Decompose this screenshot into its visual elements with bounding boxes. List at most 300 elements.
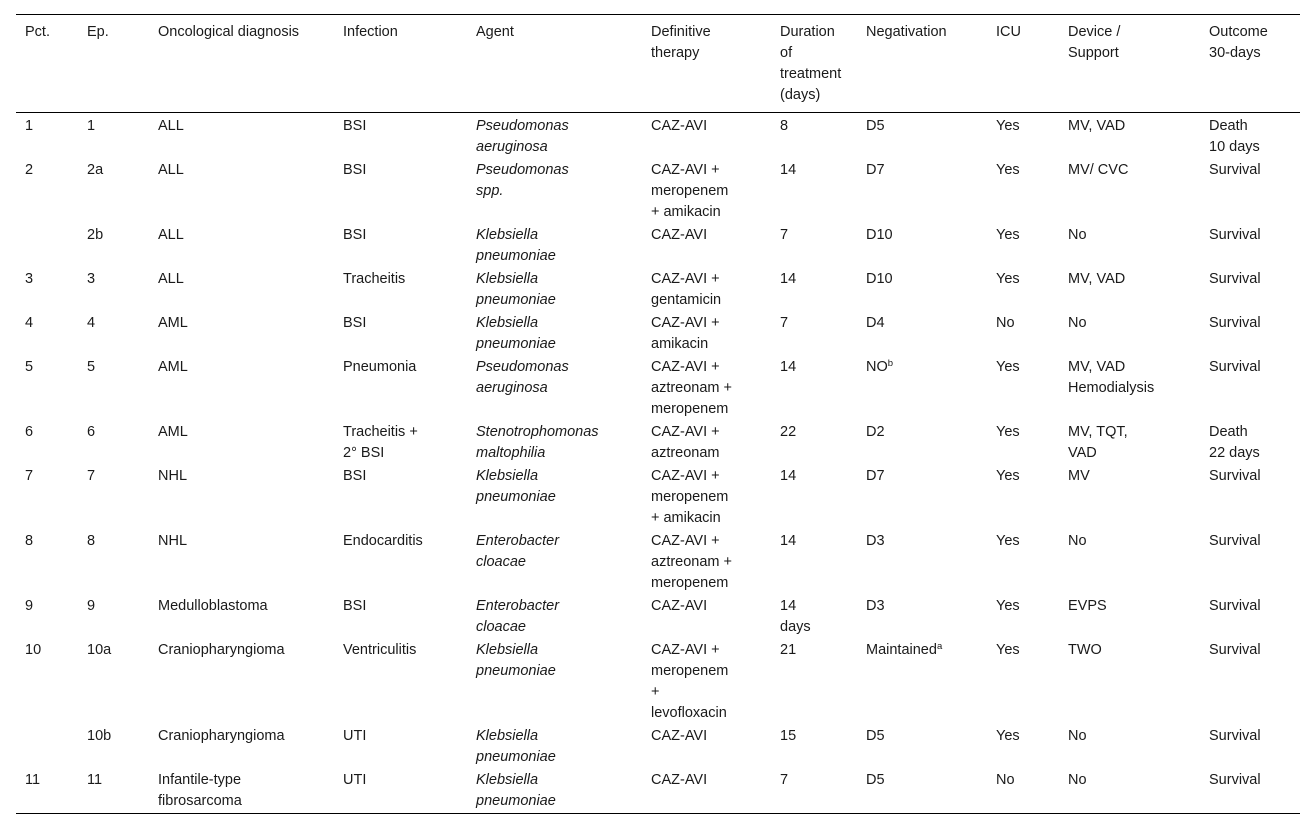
cell-line: cloacae	[476, 554, 526, 570]
cell-line: Medulloblastoma	[158, 598, 268, 614]
cell-line: Survival	[1209, 642, 1261, 658]
cell-therapy	[642, 159, 771, 224]
cell-device	[1059, 465, 1200, 530]
table-row	[16, 725, 1300, 769]
cell-line: CAZ-AVI +	[651, 271, 720, 287]
cell-icu: Yes	[996, 424, 1020, 440]
cell-ep: 9	[87, 598, 96, 614]
cell-diagnosis	[149, 356, 334, 421]
negativation-value: D10	[866, 271, 893, 287]
cell-device	[1059, 312, 1200, 356]
cell-duration	[771, 356, 857, 421]
cell-pct: 5	[25, 359, 34, 375]
cell-line: UTI	[343, 728, 367, 744]
cell-duration	[771, 312, 857, 356]
cell-ep: 2b	[87, 227, 104, 243]
table-row	[16, 639, 1300, 725]
header-device	[1059, 15, 1200, 113]
cell-line: treatment	[780, 66, 842, 82]
cell-device	[1059, 595, 1200, 639]
cell-line: 22	[780, 424, 797, 440]
footnote-marker: b	[887, 358, 894, 369]
negativation-value: NO	[866, 359, 888, 375]
cell-line: 10 days	[1209, 139, 1260, 155]
cell-ep: 1	[87, 118, 96, 134]
cell-device	[1059, 268, 1200, 312]
cell-therapy	[642, 769, 771, 814]
cell-icu: Yes	[996, 598, 1020, 614]
cell-line: 8	[780, 118, 789, 134]
cell-negativation	[857, 159, 987, 224]
cell-diagnosis	[149, 113, 334, 160]
negativation-value: D3	[866, 533, 885, 549]
cell-device	[1059, 421, 1200, 465]
cell-line: Klebsiella	[476, 271, 539, 287]
cell-therapy	[642, 312, 771, 356]
cell-line: Klebsiella	[476, 642, 539, 658]
cell-line: Support	[1068, 45, 1119, 61]
cell-negativation	[857, 725, 987, 769]
cell-line: 15	[780, 728, 797, 744]
cell-agent	[467, 268, 642, 312]
cell-line: Survival	[1209, 271, 1261, 287]
cell-icu: Yes	[996, 359, 1020, 375]
cell-line: Survival	[1209, 315, 1261, 331]
cell-line: BSI	[343, 598, 367, 614]
cell-infection	[334, 595, 467, 639]
cell-line: CAZ-AVI +	[651, 359, 720, 375]
cell-line: MV, VAD	[1068, 359, 1126, 375]
cell-negativation	[857, 224, 987, 268]
cell-line: CAZ-AVI +	[651, 424, 720, 440]
cell-line: CAZ-AVI	[651, 598, 708, 614]
cell-line: Tracheitis +	[343, 424, 418, 440]
cell-therapy	[642, 356, 771, 421]
cell-line: CAZ-AVI	[651, 728, 708, 744]
cell-agent	[467, 356, 642, 421]
cell-therapy	[642, 268, 771, 312]
cell-line: Pseudomonas	[476, 359, 569, 375]
cell-line: Klebsiella	[476, 468, 539, 484]
cell-line: No	[1068, 728, 1087, 744]
cell-duration	[771, 639, 857, 725]
cell-infection	[334, 421, 467, 465]
cell-outcome	[1200, 312, 1300, 356]
cell-outcome	[1200, 725, 1300, 769]
cell-duration	[771, 113, 857, 160]
cell-line: MV	[1068, 468, 1090, 484]
cell-line: Duration	[780, 24, 835, 40]
cell-negativation	[857, 312, 987, 356]
negativation-value: D7	[866, 162, 885, 178]
cell-outcome	[1200, 356, 1300, 421]
cell-line: BSI	[343, 315, 367, 331]
cell-diagnosis	[149, 159, 334, 224]
cell-line: 22 days	[1209, 445, 1260, 461]
negativation-value: D5	[866, 728, 885, 744]
cell-infection	[334, 224, 467, 268]
cell-line: Pneumonia	[343, 359, 417, 375]
cell-icu: Yes	[996, 118, 1020, 134]
table-row	[16, 769, 1300, 814]
cell-line: Enterobacter	[476, 533, 560, 549]
cell-infection	[334, 725, 467, 769]
cell-ep: 2a	[87, 162, 104, 178]
cell-line: No	[1068, 772, 1087, 788]
cell-line: fibrosarcoma	[158, 793, 242, 809]
cell-line: ALL	[158, 162, 184, 178]
cell-line: Hemodialysis	[1068, 380, 1155, 396]
cell-agent	[467, 159, 642, 224]
cell-line: Klebsiella	[476, 315, 539, 331]
cell-diagnosis	[149, 224, 334, 268]
cell-line: CAZ-AVI	[651, 118, 708, 134]
table-header	[16, 15, 1300, 113]
cell-infection	[334, 639, 467, 725]
header-pct: Pct.	[25, 24, 50, 40]
cell-line: EVPS	[1068, 598, 1107, 614]
cell-line: 14	[780, 359, 797, 375]
cell-duration	[771, 465, 857, 530]
cell-pct: 7	[25, 468, 34, 484]
cell-outcome	[1200, 268, 1300, 312]
cell-line: 14	[780, 598, 797, 614]
cell-line: Outcome	[1209, 24, 1268, 40]
cell-line: pneumoniae	[476, 292, 556, 308]
cell-line: No	[1068, 227, 1087, 243]
cell-line: Death	[1209, 118, 1248, 134]
cell-line: meropenem	[651, 401, 729, 417]
cell-line: cloacae	[476, 619, 526, 635]
cell-outcome	[1200, 224, 1300, 268]
header-therapy	[642, 15, 771, 113]
cell-pct	[16, 725, 78, 769]
header-diagnosis: Oncological diagnosis	[158, 24, 300, 40]
negativation-value: D5	[866, 772, 885, 788]
cell-diagnosis	[149, 465, 334, 530]
cell-line: Device /	[1068, 24, 1121, 40]
cell-line: No	[1068, 315, 1087, 331]
cell-line: MV, TQT,	[1068, 424, 1128, 440]
cell-line: gentamicin	[651, 292, 722, 308]
cell-line: Survival	[1209, 772, 1261, 788]
cell-therapy	[642, 725, 771, 769]
cell-line: meropenem	[651, 183, 729, 199]
negativation-value: D7	[866, 468, 885, 484]
cell-duration	[771, 595, 857, 639]
cell-duration	[771, 769, 857, 814]
cell-line: Survival	[1209, 227, 1261, 243]
cell-line: +	[651, 684, 660, 700]
cell-line: CAZ-AVI +	[651, 533, 720, 549]
cell-line: TWO	[1068, 642, 1102, 658]
cell-line: BSI	[343, 118, 367, 134]
cell-line: aeruginosa	[476, 139, 548, 155]
cell-line: Survival	[1209, 162, 1261, 178]
cell-negativation	[857, 113, 987, 160]
cell-line: NHL	[158, 468, 188, 484]
cell-line: BSI	[343, 227, 367, 243]
cell-agent	[467, 312, 642, 356]
cell-infection	[334, 769, 467, 814]
cell-line: No	[1068, 533, 1087, 549]
cell-line: AML	[158, 359, 188, 375]
cell-line: CAZ-AVI +	[651, 315, 720, 331]
header-negativation: Negativation	[866, 24, 947, 40]
cell-line: pneumoniae	[476, 663, 556, 679]
table-row	[16, 224, 1300, 268]
cell-line: pneumoniae	[476, 793, 556, 809]
cell-ep: 8	[87, 533, 96, 549]
cell-line: pneumoniae	[476, 248, 556, 264]
cell-line: Pseudomonas	[476, 162, 569, 178]
cell-line: MV, VAD	[1068, 118, 1126, 134]
cell-diagnosis	[149, 268, 334, 312]
cell-device	[1059, 113, 1200, 160]
cell-ep: 3	[87, 271, 96, 287]
cell-duration	[771, 725, 857, 769]
cell-line: VAD	[1068, 445, 1097, 461]
cell-infection	[334, 356, 467, 421]
cell-pct: 11	[25, 772, 41, 788]
cell-negativation	[857, 530, 987, 595]
cell-line: 7	[780, 315, 789, 331]
cell-agent	[467, 725, 642, 769]
cell-negativation	[857, 421, 987, 465]
cell-icu: Yes	[996, 162, 1020, 178]
cell-icu: Yes	[996, 728, 1020, 744]
cell-diagnosis	[149, 595, 334, 639]
cell-diagnosis	[149, 769, 334, 814]
cell-agent	[467, 465, 642, 530]
header-icu: ICU	[996, 24, 1021, 40]
cell-diagnosis	[149, 421, 334, 465]
table-body	[16, 113, 1300, 814]
table-row	[16, 421, 1300, 465]
cell-agent	[467, 421, 642, 465]
cell-therapy	[642, 421, 771, 465]
cell-line: Tracheitis	[343, 271, 406, 287]
cell-line: MV, VAD	[1068, 271, 1126, 287]
cell-line: Stenotrophomonas	[476, 424, 599, 440]
cell-line: Survival	[1209, 468, 1261, 484]
cell-line: amikacin	[651, 336, 709, 352]
cell-ep: 7	[87, 468, 96, 484]
cell-line: Survival	[1209, 533, 1261, 549]
cell-line: 14	[780, 271, 797, 287]
negativation-value: D5	[866, 118, 885, 134]
cell-line: spp.	[476, 183, 504, 199]
cell-therapy	[642, 113, 771, 160]
cell-line: (days)	[780, 87, 821, 103]
cell-line: CAZ-AVI	[651, 227, 708, 243]
footnote-marker: a	[936, 641, 943, 652]
cell-line: Craniopharyngioma	[158, 728, 285, 744]
cell-line: Klebsiella	[476, 772, 539, 788]
header-infection: Infection	[343, 24, 398, 40]
cell-icu: No	[996, 772, 1015, 788]
cell-pct: 1	[25, 118, 34, 134]
cell-line: MV/ CVC	[1068, 162, 1129, 178]
cell-infection	[334, 312, 467, 356]
cell-line: + amikacin	[651, 204, 721, 220]
cell-agent	[467, 224, 642, 268]
cell-duration	[771, 159, 857, 224]
cell-line: 2° BSI	[343, 445, 385, 461]
cell-pct: 9	[25, 598, 34, 614]
cell-icu: Yes	[996, 227, 1020, 243]
cell-ep: 6	[87, 424, 96, 440]
cell-line: pneumoniae	[476, 489, 556, 505]
cell-device	[1059, 725, 1200, 769]
cell-icu: Yes	[996, 533, 1020, 549]
table-row	[16, 356, 1300, 421]
cell-device	[1059, 159, 1200, 224]
cell-device	[1059, 356, 1200, 421]
cell-line: CAZ-AVI +	[651, 642, 720, 658]
cell-diagnosis	[149, 312, 334, 356]
table-row	[16, 312, 1300, 356]
cell-line: BSI	[343, 162, 367, 178]
cell-line: Craniopharyngioma	[158, 642, 285, 658]
cell-line: Definitive	[651, 24, 711, 40]
cell-line: 14	[780, 468, 797, 484]
cell-outcome	[1200, 639, 1300, 725]
cell-line: 7	[780, 772, 789, 788]
cell-therapy	[642, 530, 771, 595]
cell-icu: Yes	[996, 468, 1020, 484]
cell-line: aztreonam +	[651, 554, 733, 570]
cell-line: Death	[1209, 424, 1248, 440]
cell-outcome	[1200, 530, 1300, 595]
cell-agent	[467, 595, 642, 639]
cell-duration	[771, 421, 857, 465]
cell-device	[1059, 224, 1200, 268]
cell-line: of	[780, 45, 793, 61]
cell-line: Infantile-type	[158, 772, 242, 788]
cell-line: Enterobacter	[476, 598, 560, 614]
cell-pct	[16, 224, 78, 268]
negativation-value: D2	[866, 424, 885, 440]
cell-line: Survival	[1209, 598, 1261, 614]
cell-ep: 4	[87, 315, 96, 331]
cell-duration	[771, 530, 857, 595]
cell-ep: 10a	[87, 642, 112, 658]
cell-therapy	[642, 595, 771, 639]
cell-line: CAZ-AVI +	[651, 468, 720, 484]
cell-infection	[334, 465, 467, 530]
cell-pct: 10	[25, 642, 42, 658]
cell-duration	[771, 268, 857, 312]
cell-infection	[334, 530, 467, 595]
header-agent: Agent	[476, 24, 514, 40]
cell-infection	[334, 159, 467, 224]
cell-agent	[467, 639, 642, 725]
cell-ep: 10b	[87, 728, 112, 744]
cell-line: 21	[780, 642, 797, 658]
cell-line: BSI	[343, 468, 367, 484]
cell-device	[1059, 639, 1200, 725]
negativation-value: D10	[866, 227, 893, 243]
cell-infection	[334, 113, 467, 160]
cell-pct: 4	[25, 315, 34, 331]
table-row	[16, 268, 1300, 312]
cell-agent	[467, 113, 642, 160]
cell-line: 7	[780, 227, 789, 243]
cell-line: + amikacin	[651, 510, 721, 526]
cell-pct: 2	[25, 162, 34, 178]
cell-device	[1059, 530, 1200, 595]
cell-line: NHL	[158, 533, 188, 549]
cell-negativation	[857, 356, 987, 421]
cell-line: aztreonam	[651, 445, 720, 461]
cell-icu: Yes	[996, 642, 1020, 658]
cell-line: UTI	[343, 772, 367, 788]
table-row	[16, 159, 1300, 224]
cell-line: Survival	[1209, 359, 1261, 375]
cell-pct: 3	[25, 271, 34, 287]
negativation-value: D4	[866, 315, 885, 331]
cell-therapy	[642, 639, 771, 725]
cell-line: maltophilia	[476, 445, 546, 461]
cell-line: Ventriculitis	[343, 642, 417, 658]
cell-negativation	[857, 639, 987, 725]
cell-line: pneumoniae	[476, 749, 556, 765]
cell-outcome	[1200, 769, 1300, 814]
cell-negativation	[857, 465, 987, 530]
cell-agent	[467, 769, 642, 814]
cell-outcome	[1200, 465, 1300, 530]
cell-pct: 8	[25, 533, 34, 549]
cell-agent	[467, 530, 642, 595]
cell-line: Pseudomonas	[476, 118, 569, 134]
header-row	[16, 15, 1300, 113]
cell-negativation	[857, 769, 987, 814]
cell-line: CAZ-AVI +	[651, 162, 720, 178]
cell-line: ALL	[158, 118, 184, 134]
cell-outcome	[1200, 113, 1300, 160]
cell-negativation	[857, 595, 987, 639]
cell-negativation	[857, 268, 987, 312]
cell-line: AML	[158, 315, 188, 331]
cell-ep: 11	[87, 772, 103, 788]
cell-device	[1059, 769, 1200, 814]
negativation-value: Maintained	[866, 642, 937, 658]
cell-line: ALL	[158, 227, 184, 243]
cell-pct: 6	[25, 424, 34, 440]
cell-line: Klebsiella	[476, 728, 539, 744]
cell-icu: No	[996, 315, 1015, 331]
table-row	[16, 595, 1300, 639]
cell-line: therapy	[651, 45, 700, 61]
cell-icu: Yes	[996, 271, 1020, 287]
cell-line: AML	[158, 424, 188, 440]
cell-diagnosis	[149, 639, 334, 725]
cell-ep: 5	[87, 359, 96, 375]
cell-line: meropenem	[651, 489, 729, 505]
cell-line: aeruginosa	[476, 380, 548, 396]
cell-line: pneumoniae	[476, 336, 556, 352]
cell-line: 30-days	[1209, 45, 1261, 61]
cell-line: levofloxacin	[651, 705, 727, 721]
cell-line: meropenem	[651, 663, 729, 679]
cell-line: ALL	[158, 271, 184, 287]
header-outcome	[1200, 15, 1300, 113]
table-row	[16, 465, 1300, 530]
cell-line: meropenem	[651, 575, 729, 591]
cell-therapy	[642, 224, 771, 268]
cell-line: Survival	[1209, 728, 1261, 744]
